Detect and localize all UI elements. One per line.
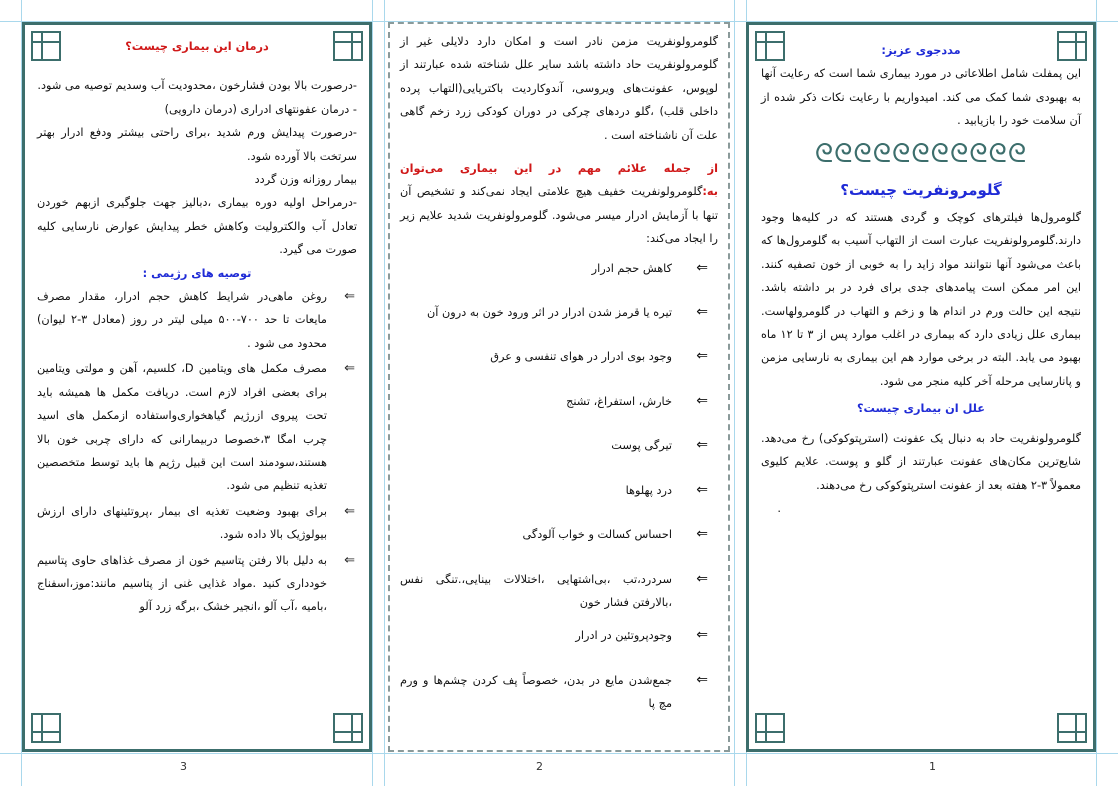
symptom-text: تیره یا قرمز شدن ادرار در اثر ورود خون به درون آن	[426, 306, 672, 320]
symptom-text: احساس کسالت و خواب آلودگی	[522, 528, 672, 542]
diet-item	[37, 285, 357, 355]
symptom-item	[400, 479, 718, 502]
arrow-icon: ⇐	[344, 361, 355, 377]
corner-ornament	[333, 713, 363, 743]
symptom-text: جمع‌شدن مایع در بدن، خصوصاً پف کردن چشم‌ها و ورم مچ پا	[400, 673, 672, 711]
chronic-intro-paragraph: گلومرولونفریت مزمن نادر است و امکان دارد دلایلی غیر از گلومرولونفریت حاد داشته باشد سایر علل شناخته شده عبارتند از لوپوس، عفونت‌های ویروسی، آندوکاردیت باکتریایی(التهاب پرده داخلی قلب) ،گلو دردهای چرکی در دوران کودکی زرد زخم گاهی علت آن ناشناخته است .	[400, 35, 718, 142]
page-number-2: 2	[536, 760, 543, 773]
arrow-icon: ⇐	[696, 259, 708, 276]
symptom-text: درد پهلوها	[625, 483, 672, 497]
margin-guide-col3	[734, 0, 735, 786]
arrow-icon: ⇐	[696, 671, 708, 688]
arrow-icon: ⇐	[344, 503, 355, 519]
arrow-icon: ⇐	[696, 348, 708, 365]
diet-item	[37, 357, 357, 497]
treatment-paragraph-3: -درصورت پیدایش ورم شدید ،برای راحتی بیشتر ودفع ادرار بهتر سرتخت بالا آورده شود.	[37, 126, 357, 163]
trailing-dot: .	[777, 501, 781, 515]
page-number-1: 1	[929, 760, 936, 773]
symptom-item	[400, 301, 718, 324]
symptom-item	[400, 345, 718, 368]
symptom-text: وجود بوی ادرار در هوای تنفسی و عرق	[490, 350, 672, 364]
causes-heading: علل ان بیماری چیست؟	[856, 402, 985, 416]
symptom-text: وجودپروتئین در ادرار	[575, 629, 672, 643]
arrow-icon: ⇐	[696, 304, 708, 321]
arrow-icon: ⇐	[344, 552, 355, 568]
diet-text: مصرف مکمل های ویتامین D، کلسیم، آهن و مولتی ویتامین برای بعضی افراد لازم است. دریافت مکمل ها همیشه باید تحت پیروی ازرژیم گیاهخواری‌واستفاده ازمکمل های اسید چرب امگا ۳،خصوصا دربیمارانی که دارای چربی خون بالا هستند،سودمند است این قبیل رژیم ها باید توسط متخصصین تغذیه تنظیم می شود.	[37, 362, 327, 493]
panel-page-2	[388, 22, 730, 752]
margin-guide-right	[1096, 0, 1097, 786]
ornament-divider: ᘓᘓᘓᘓᘓᘓᘓᘓᘓᘓᘓ	[814, 138, 1028, 169]
definition-paragraph: گلومرول‌ها فیلترهای کوچک و گردی هستند که در کلیه‌ها وجود دارند.گلومرولونفریت عبارت است از التهاب آسیب به گلومرول‌ها که باعث می‌شود آنها نتوانند مواد زاید را به خوبی از خون تصفیه کنند. این امر ممکن است پیامدهای جدی برای فرد در بر داشته باشد. نتیجه این حالت ورم در اندام ها و زخم و التهاب در گلومرولهاست. بیماری علل زیادی دارد که بیماری در اغلب موارد پس از ۳ تا ۱۲ ماه بهبود می یابد. البته در برخی موارد هم این بیماری به نارسایی مزمن و پانارسایی مرحله آخر کلیه منجر می شود.	[761, 211, 1081, 388]
diet-heading: توصیه های رژیمی :	[142, 266, 252, 280]
symptom-text: سردرد،تب ،بی‌اشتهایی ،اختلالات بینایی،.تنگی نفس ،بالارفتن فشار خون	[400, 572, 672, 609]
diet-item	[37, 500, 357, 547]
arrow-icon: ⇐	[344, 289, 355, 305]
panel-2-content	[400, 30, 718, 737]
treatment-paragraph-5: -درمراحل اولیه دوره بیماری ،دبالیز جهت جلوگیری ازبهم خوردن تعادل آب والکترولیت وکاهش خطر پیدایش عوارض نارسایی کلیه صورت می گیرد.	[37, 196, 357, 257]
symptom-list	[400, 257, 718, 716]
arrow-icon: ⇐	[696, 392, 708, 409]
margin-guide-bottom	[0, 753, 1118, 754]
signs-paragraph	[400, 157, 718, 251]
treatment-paragraph-1: -درصورت بالا بودن فشارخون ،محدودیت آب وسدیم توصیه می شود.	[37, 79, 357, 93]
panel-page-3	[22, 22, 372, 752]
symptom-item	[400, 523, 718, 546]
causes-paragraph: گلومرولونفریت حاد به دنبال یک عفونت (استرپتوکوکی) رخ می‌دهد. شایع‌ترین مکان‌های عفونت عبارتند از گلو و پوست. علایم کلیوی معمولاً ۳-۲ هفته بعد از عفونت استرپتوکوکی رخ می‌دهند.	[761, 431, 1081, 492]
signs-text: گلومرولونفریت خفیف هیچ علامتی ایجاد نمی‌کند و تشخیص آن تنها با آزمایش ادرار میسر می‌شود. گلومرولونفریت شدید علایم زیر را ایجاد می‌کند:	[400, 185, 718, 246]
arrow-icon: ⇐	[696, 627, 708, 644]
symptom-item	[400, 624, 718, 647]
diet-text: به دلیل بالا رفتن پتاسیم خون از مصرف غذاهای حاوی پتاسیم خودداری کنید .مواد غذایی غنی از پتاسیم مانند:موز،اسفناج ،بامیه ،آب آلو ،انجیر خشک ،برگه زرد آلو	[37, 553, 327, 614]
arrow-icon: ⇐	[696, 481, 708, 498]
corner-ornament	[1057, 713, 1087, 743]
symptom-item	[400, 669, 718, 716]
corner-ornament	[31, 713, 61, 743]
arrow-icon: ⇐	[696, 570, 708, 587]
panel-page-1	[746, 22, 1096, 752]
greeting-heading: مددجوی عزیز:	[881, 44, 961, 57]
symptom-text: خارش، استفراغ، تشنج	[566, 394, 672, 408]
symptom-text: کاهش حجم ادرار	[591, 261, 672, 275]
main-title: گلومرونفریت چیست؟	[840, 180, 1002, 199]
diet-list	[37, 285, 357, 619]
treatment-paragraph-4: بیمار روزانه وزن گردد	[254, 173, 357, 187]
diet-item	[37, 549, 357, 619]
panel-1-content	[761, 39, 1081, 520]
corner-ornament	[755, 713, 785, 743]
diet-text: برای بهبود وضعیت تغذیه ای بیمار ،پروتئینهای دارای ارزش بیولوژیک بالا داده شود.	[37, 504, 327, 542]
arrow-icon: ⇐	[696, 437, 708, 454]
treatment-heading: درمان این بیماری چیست؟	[125, 40, 269, 53]
arrow-icon: ⇐	[696, 526, 708, 543]
symptom-text: تیرگی پوست	[611, 439, 672, 453]
signs-lead: از جمله علائم مهم در این بیماری می‌توان به:	[400, 162, 718, 199]
margin-guide-col2	[384, 0, 385, 786]
page-number-3: 3	[180, 760, 187, 773]
symptom-item	[400, 568, 718, 615]
margin-guide-col1	[372, 0, 373, 786]
treatment-paragraph-2: - درمان عفونتهای ادراری (درمان دارویی)	[164, 102, 357, 116]
intro-paragraph: این پمفلت شامل اطلاعاتی در مورد بیماری شما است که رعایت آنها به بهبودی شما کمک می کند. امیدواریم با رعایت نکات ذکر شده از آن سلامت خود را بازیابید .	[761, 67, 1081, 128]
symptom-item	[400, 257, 718, 280]
symptom-item	[400, 390, 718, 413]
symptom-item	[400, 434, 718, 457]
diet-text: روغن ماهی‌در شرایط کاهش حجم ادرار، مقدار مصرف مایعات تا حد ۷۰۰-۵۰۰ میلی لیتر در روز (معادل ۳-۲ لیوان) محدود می شود .	[37, 290, 327, 350]
panel-3-content	[37, 35, 357, 621]
